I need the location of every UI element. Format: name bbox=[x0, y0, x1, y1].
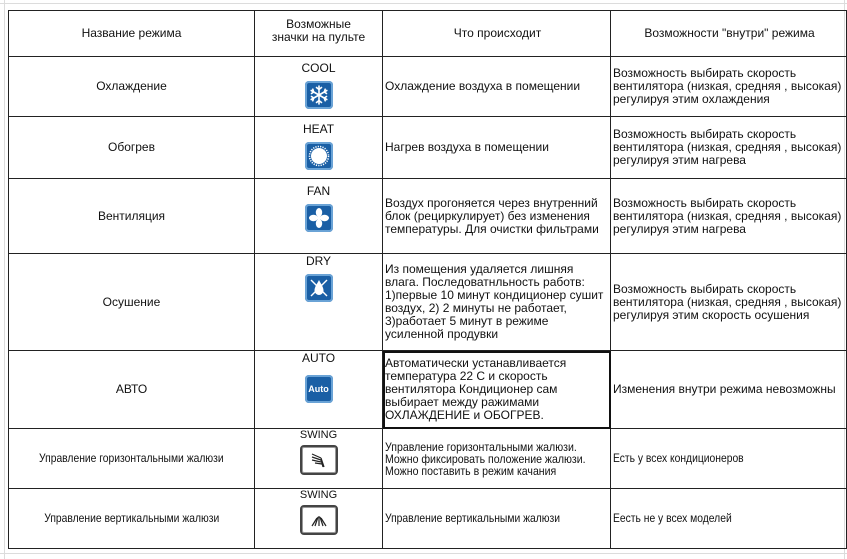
what-happens-cell[interactable]: Охлаждение воздуха в помещении bbox=[383, 57, 611, 117]
sun-icon bbox=[305, 142, 333, 170]
auto-icon-label: Auto bbox=[308, 383, 329, 394]
mode-icon-cell[interactable] bbox=[255, 179, 383, 254]
header-features[interactable]: Возможности "внутри" режима bbox=[611, 11, 847, 57]
mode-icon-cell[interactable] bbox=[255, 429, 383, 489]
mode-name-cell[interactable]: Вентиляция bbox=[9, 179, 255, 254]
what-happens-cell[interactable]: Из помещения удаляется лишняя влага. Последоватнльность работв: 1)первые 10 минут кондиционер сушит воздух, 2) 2 минуты не работает, 3)работает 5 минут в режиме усиленной продувки bbox=[383, 254, 611, 351]
snowflake-icon bbox=[305, 81, 333, 109]
features-cell[interactable]: Возможность выбирать скорость вентилятора (низкая, средняя , высокая) регулируя этим скорость осушения bbox=[611, 254, 847, 351]
icon-code-label: AUTO bbox=[301, 351, 336, 365]
mode-name-cell[interactable]: Осушение bbox=[9, 254, 255, 351]
what-happens-cell[interactable]: Воздух прогоняется через внутренний блок (рециркулирует) без изменения температуры. Для очистки фильтрами bbox=[383, 179, 611, 254]
droplet-crossed-icon bbox=[305, 274, 333, 302]
what-happens-cell[interactable] bbox=[383, 489, 611, 549]
icon-code-label: SWING bbox=[299, 429, 338, 441]
sheet-gridline bbox=[0, 3, 847, 4]
header-remote-icons-text: Возможные значки на пульте bbox=[271, 16, 366, 44]
icon-code-label: COOL bbox=[301, 61, 336, 75]
table-row bbox=[9, 351, 847, 429]
sheet-gridline bbox=[4, 0, 5, 559]
what-happens-cell[interactable] bbox=[383, 429, 611, 489]
table-row bbox=[9, 429, 847, 489]
sheet-gridline bbox=[0, 553, 847, 554]
features-text: Есть у всех кондиционеров bbox=[613, 451, 744, 465]
header-mode-name[interactable]: Название режима bbox=[9, 11, 255, 57]
table-row bbox=[9, 117, 847, 179]
mode-name-cell[interactable] bbox=[9, 489, 255, 549]
mode-icon-cell[interactable] bbox=[255, 351, 383, 429]
fan-icon bbox=[305, 204, 333, 232]
features-cell[interactable] bbox=[611, 489, 847, 549]
table-row bbox=[9, 254, 847, 351]
ac-modes-table bbox=[8, 10, 847, 549]
swing-vertical-icon bbox=[300, 505, 338, 535]
mode-name-cell[interactable]: Обогрев bbox=[9, 117, 255, 179]
mode-icon-cell[interactable] bbox=[255, 117, 383, 179]
features-cell[interactable]: Возможность выбирать скорость вентилятора (низкая, средняя , высокая) регулируя этим нагрева bbox=[611, 117, 847, 179]
what-happens-cell-selected[interactable]: Автоматически устанавливается температура 22 С и скорость вентилятора Кондиционер сам выбирает между ражимами ОХЛАЖДЕНИЕ и ОБОГРЕВ. bbox=[383, 351, 611, 429]
features-cell[interactable]: Изменения внутри режима невозможны bbox=[611, 351, 847, 429]
features-cell[interactable]: Возможность выбирать скорость вентилятора (низкая, средняя , высокая) регулируя этим охлаждения bbox=[611, 57, 847, 117]
swing-horizontal-icon bbox=[300, 445, 338, 475]
mode-name-cell[interactable] bbox=[9, 429, 255, 489]
header-row bbox=[9, 11, 847, 57]
features-cell[interactable]: Возможность выбирать скорость вентилятора (низкая, средняя , высокая) регулируя этим нагрева bbox=[611, 179, 847, 254]
mode-icon-cell[interactable] bbox=[255, 489, 383, 549]
features-text: Еесть не у всех моделей bbox=[613, 511, 732, 525]
auto-icon bbox=[305, 375, 333, 403]
what-happens-text: Управление вертикальными жалюзи bbox=[385, 511, 560, 525]
mode-name-text: Управление горизонтальными жалюзи bbox=[39, 451, 224, 465]
table-row bbox=[9, 57, 847, 117]
header-remote-icons[interactable] bbox=[255, 11, 383, 57]
icon-code-label: DRY bbox=[305, 254, 332, 268]
icon-code-label: SWING bbox=[299, 489, 338, 501]
mode-icon-cell[interactable] bbox=[255, 57, 383, 117]
header-what-happens[interactable]: Что происходит bbox=[383, 11, 611, 57]
mode-name-text: Управление вертикальными жалюзи bbox=[44, 511, 219, 525]
table-row bbox=[9, 489, 847, 549]
features-cell[interactable] bbox=[611, 429, 847, 489]
mode-name-cell[interactable]: АВТО bbox=[9, 351, 255, 429]
icon-code-label: FAN bbox=[306, 183, 331, 198]
what-happens-text: Управление горизонтальными жалюзи. Можно фиксировать положение жалюзи. Можно поставить в режим качания bbox=[385, 439, 586, 478]
mode-icon-cell[interactable] bbox=[255, 254, 383, 351]
table-row bbox=[9, 179, 847, 254]
icon-code-label: HEAT bbox=[302, 122, 335, 136]
what-happens-cell[interactable]: Нагрев воздуха в помещении bbox=[383, 117, 611, 179]
mode-name-cell[interactable]: Охлаждение bbox=[9, 57, 255, 117]
